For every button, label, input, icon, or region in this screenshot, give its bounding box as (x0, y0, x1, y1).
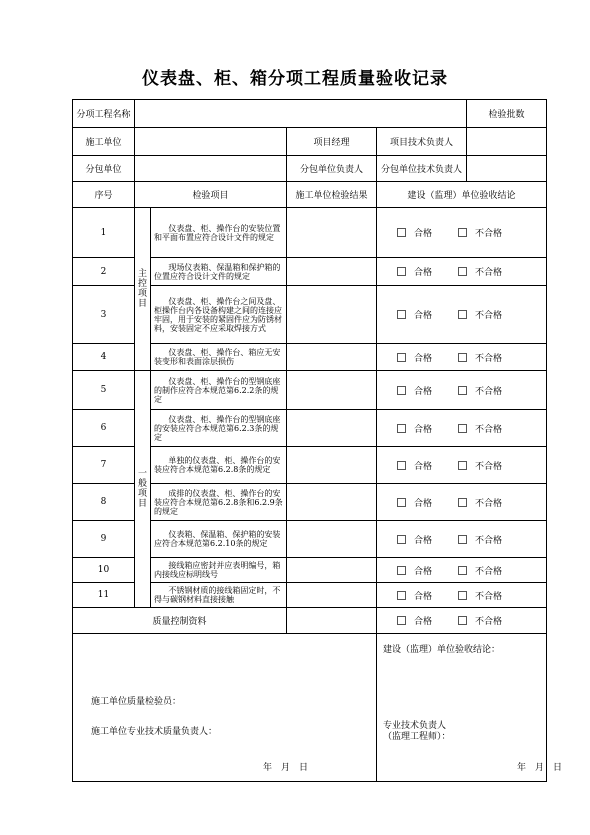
fail-label: 不合格 (475, 229, 503, 239)
result-field[interactable] (287, 447, 377, 484)
inspection-form (72, 99, 563, 782)
fail-label: 不合格 (475, 353, 503, 364)
fail-checkbox[interactable] (458, 267, 467, 276)
row-number: 9 (73, 521, 135, 558)
inspection-item: 仪表盘、柜、操作台的型钢底座的安装应符合本规范第6.2.3条的规定 (151, 410, 287, 447)
conclusion-cell (377, 410, 547, 447)
result-field[interactable] (287, 208, 377, 258)
project-name-field[interactable] (135, 100, 467, 128)
inspector-label: 施工单位质量检验员： (91, 697, 182, 707)
sub-lead-label: 分包单位负责人 (287, 156, 377, 182)
pass-label: 合格 (414, 498, 433, 509)
inspection-item: 单独的仪表盘、柜、操作台的安装应符合本规范第6.2.8条的规定 (151, 447, 287, 484)
pass-checkbox[interactable] (397, 535, 406, 544)
row-number: 10 (73, 558, 135, 583)
fail-checkbox[interactable] (458, 591, 467, 600)
result-field[interactable] (287, 344, 377, 371)
fail-checkbox[interactable] (458, 535, 467, 544)
result-field[interactable] (287, 410, 377, 447)
pass-label: 合格 (414, 591, 433, 602)
fail-checkbox[interactable] (458, 424, 467, 433)
inspection-item: 仪表盘、柜、操作台、箱应无安装变形和表面涂层损伤 (151, 344, 287, 371)
pass-label: 合格 (414, 617, 433, 627)
quality-docs-conclusion (377, 608, 547, 634)
pass-label: 合格 (414, 229, 433, 239)
quality-docs-label: 质量控制资料 (73, 608, 287, 634)
fail-label: 不合格 (475, 386, 503, 397)
tech-lead-line2: （监理工程师）： (383, 732, 451, 742)
result-field[interactable] (287, 484, 377, 521)
inspection-item: 仪表盘、柜、操作台的安装位置和平面布置应符合设计文件的规定 (151, 208, 287, 258)
inspection-row (73, 208, 547, 258)
tech-lead-field[interactable] (467, 128, 547, 156)
col-item: 检验项目 (135, 182, 287, 208)
contractor-field[interactable] (135, 128, 287, 156)
pass-checkbox[interactable] (397, 267, 406, 276)
header-row-project (73, 100, 547, 128)
tech-lead-label: 项目技术负责人 (377, 128, 467, 156)
group-general-label: 一般项目 (137, 469, 147, 509)
quality-docs-result[interactable] (287, 608, 377, 634)
inspection-item: 仪表盘、柜、操作台的型钢底座的制作应符合本规范第6.2.2条的规定 (151, 371, 287, 410)
inspection-item: 仪表盘、柜、操作台之间及盘、柜操作台内各设备构建之间的连接应牢固，用于安装的紧固件应为防锈材料，安装固定不应采取焊接方式 (151, 286, 287, 344)
qa-lead-label: 施工单位专业技术质量负责人： (91, 727, 218, 737)
page-title: 仪表盘、柜、箱分项工程质量验收记录 (142, 69, 448, 89)
fail-label: 不合格 (475, 424, 503, 435)
inspection-item: 成排的仪表盘、柜、操作台的安装应符合本规范第6.2.8条和6.2.9条的规定 (151, 484, 287, 521)
pass-checkbox[interactable] (397, 310, 406, 319)
pass-label: 合格 (414, 353, 433, 364)
fail-label: 不合格 (475, 461, 503, 472)
result-field[interactable] (287, 371, 377, 410)
pass-checkbox[interactable] (397, 386, 406, 395)
contractor-signature-cell (73, 634, 377, 782)
date-right: 年 月 日 (517, 763, 563, 773)
sub-tech-label: 分包单位技术负责人 (377, 156, 467, 182)
fail-label: 不合格 (475, 311, 503, 321)
row-number: 8 (73, 484, 135, 521)
pass-label: 合格 (414, 311, 433, 321)
result-field[interactable] (287, 583, 377, 608)
fail-checkbox[interactable] (458, 461, 467, 470)
conclusion-cell (377, 286, 547, 344)
conclusion-cell (377, 447, 547, 484)
signature-row (73, 634, 547, 782)
pass-checkbox[interactable] (397, 498, 406, 507)
col-seq: 序号 (73, 182, 135, 208)
fail-checkbox[interactable] (458, 228, 467, 237)
pass-checkbox[interactable] (397, 566, 406, 575)
inspection-item: 不锈钢材质的接线箱固定时，不得与碳钢材料直接接触 (151, 583, 287, 608)
pass-checkbox[interactable] (397, 424, 406, 433)
fail-checkbox[interactable] (458, 386, 467, 395)
row-number: 11 (73, 583, 135, 608)
pass-label: 合格 (414, 566, 433, 577)
pass-label: 合格 (414, 461, 433, 472)
pass-checkbox[interactable] (397, 353, 406, 362)
fail-label: 不合格 (475, 617, 503, 627)
result-field[interactable] (287, 521, 377, 558)
row-number: 4 (73, 344, 135, 371)
row-number: 3 (73, 286, 135, 344)
supervisor-conclusion-label: 建设（监理）单位验收结论： (383, 645, 501, 655)
col-result: 施工单位检验结果 (287, 182, 377, 208)
result-field[interactable] (287, 258, 377, 286)
fail-label: 不合格 (475, 268, 503, 278)
row-number: 5 (73, 371, 135, 410)
pass-checkbox[interactable] (397, 591, 406, 600)
header-row-sub (73, 156, 547, 182)
group-main (135, 208, 151, 371)
project-name-label: 分项工程名称 (73, 100, 135, 128)
pass-label: 合格 (414, 535, 433, 546)
header-row-contractor (73, 128, 547, 156)
conclusion-cell (377, 371, 547, 410)
inspection-item: 接线箱应密封并应表明编号，箱内接线应标明线号 (151, 558, 287, 583)
group-main-label: 主控项目 (137, 269, 147, 309)
inspection-row (73, 371, 547, 410)
col-conclusion: 建设（监理）单位验收结论 (377, 182, 547, 208)
conclusion-cell (377, 258, 547, 286)
row-number: 6 (73, 410, 135, 447)
pm-label: 项目经理 (287, 128, 377, 156)
fail-label: 不合格 (475, 535, 503, 546)
tech-lead-line1: 专业技术负责人 (383, 721, 447, 731)
result-field[interactable] (287, 286, 377, 344)
column-header-row (73, 182, 547, 208)
fail-label: 不合格 (475, 591, 503, 602)
sub-field[interactable] (135, 156, 287, 182)
fail-checkbox[interactable] (458, 498, 467, 507)
contractor-label: 施工单位 (73, 128, 135, 156)
conclusion-cell (377, 583, 547, 608)
date-left: 年 月 日 (263, 763, 309, 773)
result-field[interactable] (287, 558, 377, 583)
row-number: 2 (73, 258, 135, 286)
pass-label: 合格 (414, 424, 433, 435)
inspection-item: 现场仪表箱、保温箱和保护箱的位置应符合设计文件的规定 (151, 258, 287, 286)
fail-checkbox[interactable] (458, 616, 467, 625)
pass-label: 合格 (414, 268, 433, 278)
pass-checkbox[interactable] (397, 228, 406, 237)
fail-label: 不合格 (475, 498, 503, 509)
fail-checkbox[interactable] (458, 353, 467, 362)
inspection-item: 仪表箱、保温箱、保护箱的安装应符合本规范第6.2.10条的规定 (151, 521, 287, 558)
row-number: 1 (73, 208, 135, 258)
fail-checkbox[interactable] (458, 566, 467, 575)
fail-checkbox[interactable] (458, 310, 467, 319)
batch-label: 检验批数 (467, 100, 547, 128)
conclusion-cell (377, 521, 547, 558)
sub-label: 分包单位 (73, 156, 135, 182)
quality-docs-row (73, 608, 547, 634)
pass-checkbox[interactable] (397, 461, 406, 470)
group-general (135, 371, 151, 608)
conclusion-cell (377, 208, 547, 258)
sub-tech-field[interactable] (467, 156, 547, 182)
conclusion-cell (377, 344, 547, 371)
conclusion-cell (377, 558, 547, 583)
pass-checkbox[interactable] (397, 616, 406, 625)
row-number: 7 (73, 447, 135, 484)
pass-label: 合格 (414, 386, 433, 397)
conclusion-cell (377, 484, 547, 521)
fail-label: 不合格 (475, 566, 503, 577)
supervisor-signature-cell (377, 634, 563, 782)
